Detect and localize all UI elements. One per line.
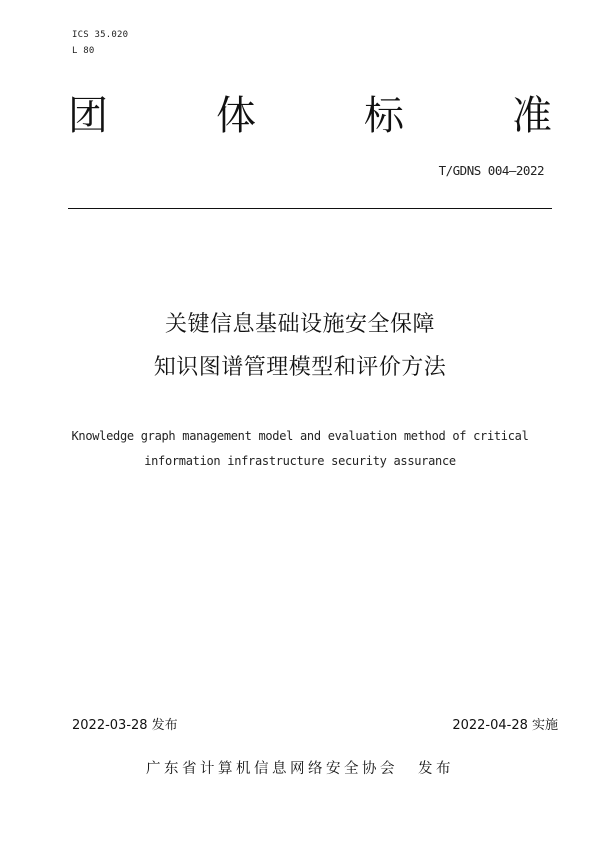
english-title-line-2: information infrastructure security assurance xyxy=(144,454,456,468)
publisher-action: 发布 xyxy=(418,761,454,777)
implementation-date: 2022-04-28 实施 xyxy=(452,718,558,733)
publisher-name: 广东省计算机信息网络安全协会 xyxy=(146,761,398,777)
ccs-code: L 80 xyxy=(72,46,95,56)
publish-date: 2022-03-28 发布 xyxy=(72,718,178,733)
standard-number: T/GDNS 004—2022 xyxy=(438,163,544,178)
heading-char-3: 标 xyxy=(364,93,404,139)
document-type-heading xyxy=(68,92,552,140)
heading-char-4: 准 xyxy=(512,93,552,139)
chinese-title-line-1: 关键信息基础设施安全保障 xyxy=(164,312,435,337)
publisher-line xyxy=(0,758,600,780)
chinese-title-line-2: 知识图谱管理模型和评价方法 xyxy=(153,355,447,380)
heading-char-1: 团 xyxy=(68,93,108,139)
header-divider xyxy=(68,208,552,209)
heading-char-2: 体 xyxy=(216,93,256,139)
english-title-line-1: Knowledge graph management model and evaluation method of critical xyxy=(71,429,529,443)
ics-code: ICS 35.020 xyxy=(72,30,129,40)
